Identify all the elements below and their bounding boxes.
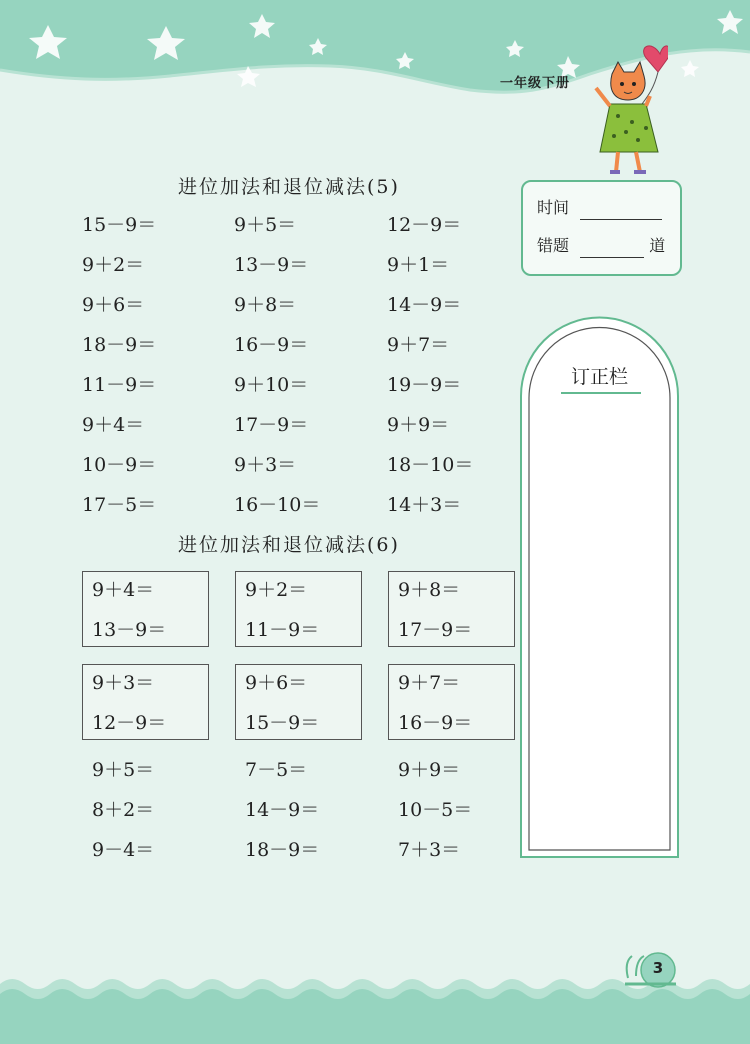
equation: 11－9＝ <box>82 374 157 396</box>
equation: 16－10＝ <box>234 494 321 516</box>
equation: 9＋8＝ <box>234 294 297 316</box>
time-row <box>537 196 662 220</box>
equation: 17－9＝ <box>398 619 473 641</box>
equation: 15－9＝ <box>245 712 320 734</box>
equation: 13－9＝ <box>234 254 309 276</box>
equation: 7－5＝ <box>245 759 308 781</box>
cat-with-balloon-illustration <box>588 32 668 182</box>
equation: 9＋4＝ <box>92 579 155 601</box>
equation: 18－10＝ <box>387 454 474 476</box>
section-5-column-2 <box>234 205 320 525</box>
section-6-column-1 <box>92 750 154 870</box>
section-6-column-2 <box>245 750 319 870</box>
equation: 16－9＝ <box>234 334 309 356</box>
correction-title-underline <box>561 392 641 394</box>
page-number: 3 <box>652 959 664 977</box>
section-6-column-3 <box>398 750 472 870</box>
section-5-title: 进位加法和退位减法(5) <box>178 176 400 198</box>
equation: 17－9＝ <box>234 414 309 436</box>
equation: 9＋5＝ <box>234 214 297 236</box>
equation: 14＋3＝ <box>387 494 462 516</box>
equation: 9＋3＝ <box>92 672 155 694</box>
equation: 9＋7＝ <box>387 334 450 356</box>
correction-title: 订正栏 <box>570 366 628 388</box>
time-label: 时间 <box>537 198 570 217</box>
section-5-column-1 <box>82 205 156 525</box>
equation: 9＋3＝ <box>234 454 297 476</box>
section-6-title: 进位加法和退位减法(6) <box>178 534 400 556</box>
equation: 8＋2＝ <box>92 799 155 821</box>
record-box <box>521 180 682 276</box>
equation: 12－9＝ <box>387 214 462 236</box>
bottom-wave-band <box>0 940 750 1044</box>
correction-area[interactable] <box>520 316 679 858</box>
equation: 9＋5＝ <box>92 759 155 781</box>
equation-pair-box <box>235 571 362 647</box>
equation: 16－9＝ <box>398 712 473 734</box>
equation-pair-box <box>388 664 515 740</box>
equation: 18－9＝ <box>245 839 320 861</box>
errors-unit: 道 <box>649 236 666 255</box>
time-answer-line[interactable] <box>580 201 662 220</box>
equation: 10－9＝ <box>82 454 157 476</box>
errors-answer-line[interactable] <box>580 239 644 258</box>
heart-balloon-icon <box>644 46 668 72</box>
errors-row <box>537 234 665 258</box>
equation: 9＋8＝ <box>398 579 461 601</box>
equation: 9＋2＝ <box>245 579 308 601</box>
equation: 9＋6＝ <box>82 294 145 316</box>
section-5-column-3 <box>387 205 473 525</box>
equation: 14－9＝ <box>245 799 320 821</box>
equation: 9＋1＝ <box>387 254 450 276</box>
equation: 14－9＝ <box>387 294 462 316</box>
equation: 9＋7＝ <box>398 672 461 694</box>
equation: 9＋4＝ <box>82 414 145 436</box>
equation: 12－9＝ <box>92 712 167 734</box>
equation: 19－9＝ <box>387 374 462 396</box>
equation-pair-box <box>235 664 362 740</box>
equation: 15－9＝ <box>82 214 157 236</box>
errors-label: 错题 <box>537 236 570 255</box>
equation: 9＋2＝ <box>82 254 145 276</box>
equation: 9＋9＝ <box>398 759 461 781</box>
equation: 10－5＝ <box>398 799 473 821</box>
equation: 13－9＝ <box>92 619 167 641</box>
equation: 9＋6＝ <box>245 672 308 694</box>
equation: 9－4＝ <box>92 839 155 861</box>
equation-pair-box <box>82 571 209 647</box>
equation: 17－5＝ <box>82 494 157 516</box>
grade-label: 一年级下册 <box>500 76 571 91</box>
equation: 9＋10＝ <box>234 374 309 396</box>
equation: 11－9＝ <box>245 619 320 641</box>
equation-pair-box <box>82 664 209 740</box>
equation-pair-box <box>388 571 515 647</box>
equation: 18－9＝ <box>82 334 157 356</box>
equation: 9＋9＝ <box>387 414 450 436</box>
equation: 7＋3＝ <box>398 839 461 861</box>
